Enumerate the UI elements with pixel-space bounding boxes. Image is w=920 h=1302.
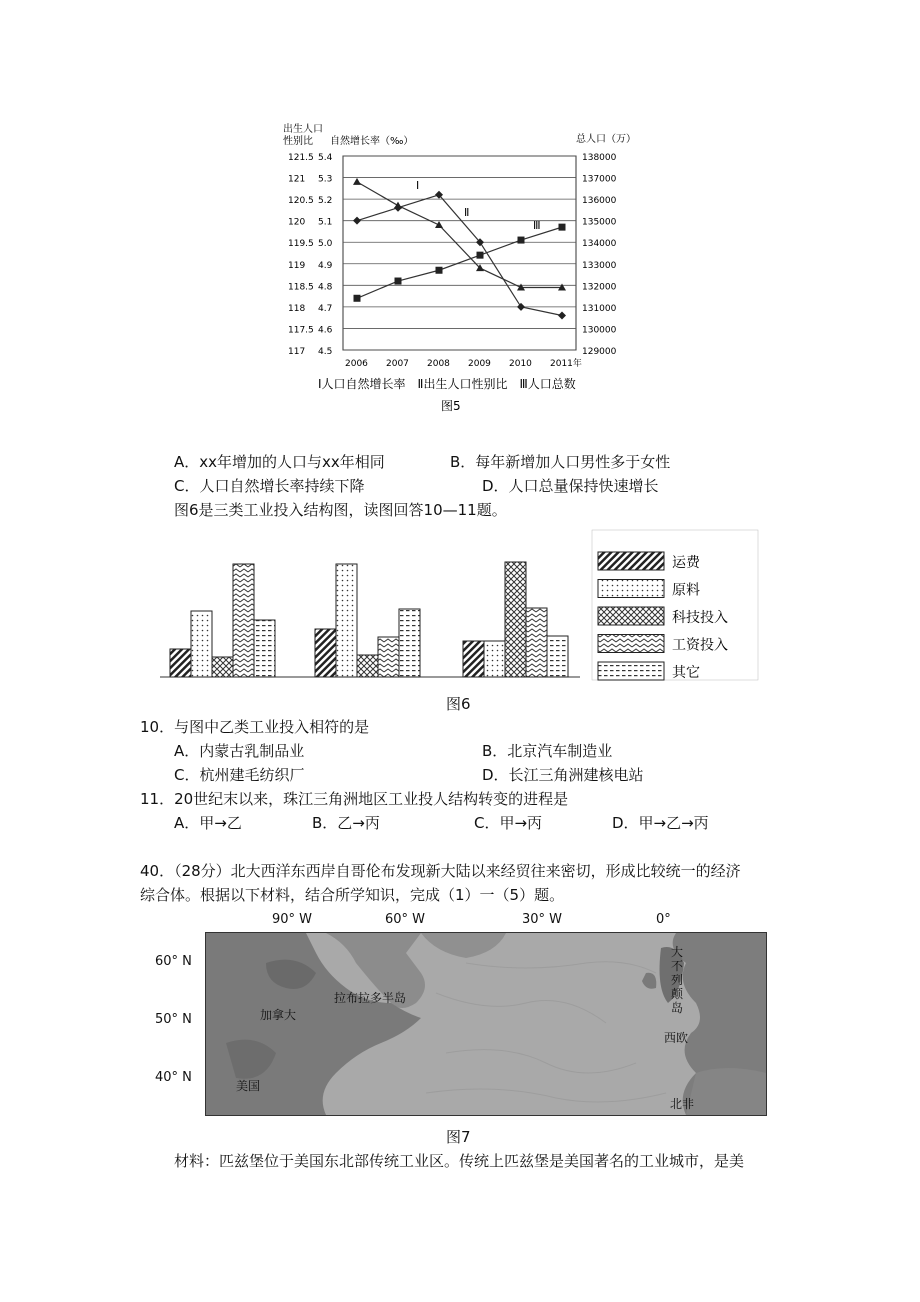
data-point [518, 237, 525, 244]
legend-label: 运费 [672, 555, 700, 571]
place-north-africa: 北非 [670, 1097, 695, 1111]
q11-option-b: B．乙→丙 [312, 814, 380, 832]
bar [170, 649, 191, 677]
data-point [354, 295, 361, 302]
figure-6 [160, 528, 760, 688]
bar [399, 609, 420, 677]
q11-option-a: A．甲→乙 [174, 814, 242, 832]
data-point [436, 267, 443, 274]
bar [315, 629, 336, 677]
right-tick-label: 131000 [582, 303, 617, 314]
middle-tick-label: 4.6 [318, 325, 333, 336]
bar [191, 611, 212, 677]
bar [357, 655, 378, 677]
bar [254, 620, 275, 677]
middle-tick-label: 5.1 [318, 217, 333, 228]
left-tick-label: 118 [288, 303, 306, 314]
figure-6-chart [160, 528, 760, 688]
place-usa: 美国 [236, 1079, 261, 1093]
lon-label-90w: 90° W [272, 912, 313, 927]
q11-option-d: D．甲→乙→丙 [612, 814, 709, 832]
bar [233, 564, 254, 677]
data-point [394, 204, 402, 212]
middle-tick-label: 4.5 [318, 347, 333, 357]
data-point [558, 312, 566, 320]
right-tick-label: 136000 [582, 196, 617, 207]
series-mark-2: Ⅱ [464, 206, 470, 219]
q9-option-c: C．人口自然增长率持续下降 [174, 477, 365, 495]
bar [336, 564, 357, 677]
middle-tick-label: 5.4 [318, 153, 333, 163]
place-west-europe: 西欧 [664, 1031, 689, 1045]
place-labrador: 拉布拉多半岛 [334, 991, 407, 1005]
q9-option-a: A．xx年增加的人口与xx年相同 [174, 453, 385, 471]
left-tick-label: 121 [288, 174, 306, 185]
data-point [353, 178, 361, 185]
middle-tick-label: 5.3 [318, 174, 333, 185]
x-tick-label: 2007 [386, 359, 409, 369]
left-tick-label: 120 [288, 217, 306, 228]
right-tick-label: 137000 [582, 174, 617, 185]
middle-tick-label: 4.9 [318, 260, 333, 271]
right-tick-label: 138000 [582, 153, 617, 163]
middle-tick-label: 5.0 [318, 239, 333, 250]
data-point [395, 278, 402, 285]
legend-label: 原料 [672, 582, 700, 599]
data-point [517, 303, 525, 311]
left-tick-label: 120.5 [288, 196, 314, 207]
place-canada: 加拿大 [260, 1008, 297, 1022]
bar [547, 636, 568, 677]
right-tick-label: 132000 [582, 282, 617, 293]
figure-5-legend: Ⅰ人口自然增长率 Ⅱ出生人口性别比 Ⅲ人口总数 [318, 377, 576, 391]
x-tick-label: 2008 [427, 359, 450, 369]
legend-swatch [598, 635, 664, 653]
q10-stem: 10．与图中乙类工业投入相符的是 [140, 718, 370, 736]
place-britain: 大不列颠岛 [671, 945, 684, 1015]
legend-label: 其它 [672, 665, 700, 681]
legend-label: 科技投入 [672, 610, 728, 626]
right-tick-label: 133000 [582, 260, 617, 271]
data-point [559, 224, 566, 231]
middle-tick-label: 4.7 [318, 303, 333, 314]
q11-option-c: C．甲→丙 [474, 814, 543, 832]
fig6-intro: 图6是三类工业投入结构图，读图回答10—11题。 [174, 501, 507, 519]
q11-stem: 11．20世纪末以来，珠江三角洲地区工业投人结构转变的进程是 [140, 790, 569, 808]
q40-line1: 40．（28分）北大西洋东西岸自哥伦布发现新大陆以来经贸往来密切，形成比较统一的经济 [140, 862, 741, 880]
series-line [357, 195, 562, 316]
left-tick-label: 121.5 [288, 153, 314, 163]
fig6-caption: 图6 [446, 695, 471, 713]
plot-frame [343, 156, 576, 350]
q10-option-a: A．内蒙古乳制品业 [174, 742, 305, 760]
data-point [353, 217, 361, 225]
left-axis-title-2: 性别比 [283, 136, 313, 147]
middle-tick-label: 5.2 [318, 196, 333, 207]
q9-option-b: B．每年新增加人口男性多于女性 [450, 453, 671, 471]
right-axis-title: 总人口（万） [576, 134, 636, 145]
figure-7-map [205, 932, 767, 1116]
data-point [435, 221, 443, 228]
left-tick-label: 117.5 [288, 325, 314, 336]
q10-option-d: D．长江三角洲建核电站 [482, 766, 644, 784]
legend-swatch [598, 552, 664, 570]
x-tick-label: 2010 [509, 359, 532, 369]
bar [505, 562, 526, 677]
series-line [357, 182, 562, 288]
bar [526, 608, 547, 677]
lat-label-40n: 40° N [155, 1070, 192, 1085]
x-tick-label: 2009 [468, 359, 491, 369]
material-text: 材料：匹兹堡位于美国东北部传统工业区。传统上匹兹堡是美国著名的工业城市，是美 [174, 1152, 745, 1170]
q40-line2: 综合体。根据以下材料，结合所学知识，完成（1）一（5）题。 [140, 886, 565, 904]
legend-swatch [598, 607, 664, 625]
figure-5 [270, 118, 650, 428]
figure-5-chart [270, 118, 650, 428]
data-point [477, 252, 484, 259]
lon-label-0: 0° [656, 912, 671, 927]
legend-label: 工资投入 [672, 637, 728, 654]
lon-label-30w: 30° W [522, 912, 563, 927]
q10-option-b: B．北京汽车制造业 [482, 742, 613, 760]
left-tick-label: 117 [288, 347, 306, 357]
legend-swatch [598, 662, 664, 680]
left-axis-title-1: 出生人口 [283, 124, 323, 135]
series-mark-3: Ⅲ [533, 219, 541, 232]
x-tick-label: 2011年 [550, 359, 582, 369]
bar [484, 641, 505, 677]
right-tick-label: 129000 [582, 347, 617, 357]
right-tick-label: 135000 [582, 217, 617, 228]
lon-label-60w: 60° W [385, 912, 426, 927]
bar [212, 657, 233, 677]
middle-axis-title: 自然增长率（‰） [330, 136, 414, 147]
bar [378, 637, 399, 677]
series-mark-1: Ⅰ [416, 179, 420, 192]
left-tick-label: 119.5 [288, 239, 314, 250]
middle-tick-label: 4.8 [318, 282, 333, 293]
left-tick-label: 118.5 [288, 282, 314, 293]
right-tick-label: 134000 [582, 239, 617, 250]
lat-label-50n: 50° N [155, 1012, 192, 1027]
right-tick-label: 130000 [582, 325, 617, 336]
bar [463, 641, 484, 677]
q10-option-c: C．杭州建毛纺织厂 [174, 766, 305, 784]
figure-5-caption: 图5 [441, 399, 461, 413]
q9-option-d: D．人口总量保持快速增长 [482, 477, 659, 495]
left-tick-label: 119 [288, 260, 306, 271]
x-tick-label: 2006 [345, 359, 368, 369]
legend-swatch [598, 580, 664, 598]
lat-label-60n: 60° N [155, 954, 192, 969]
fig7-caption: 图7 [446, 1128, 471, 1146]
